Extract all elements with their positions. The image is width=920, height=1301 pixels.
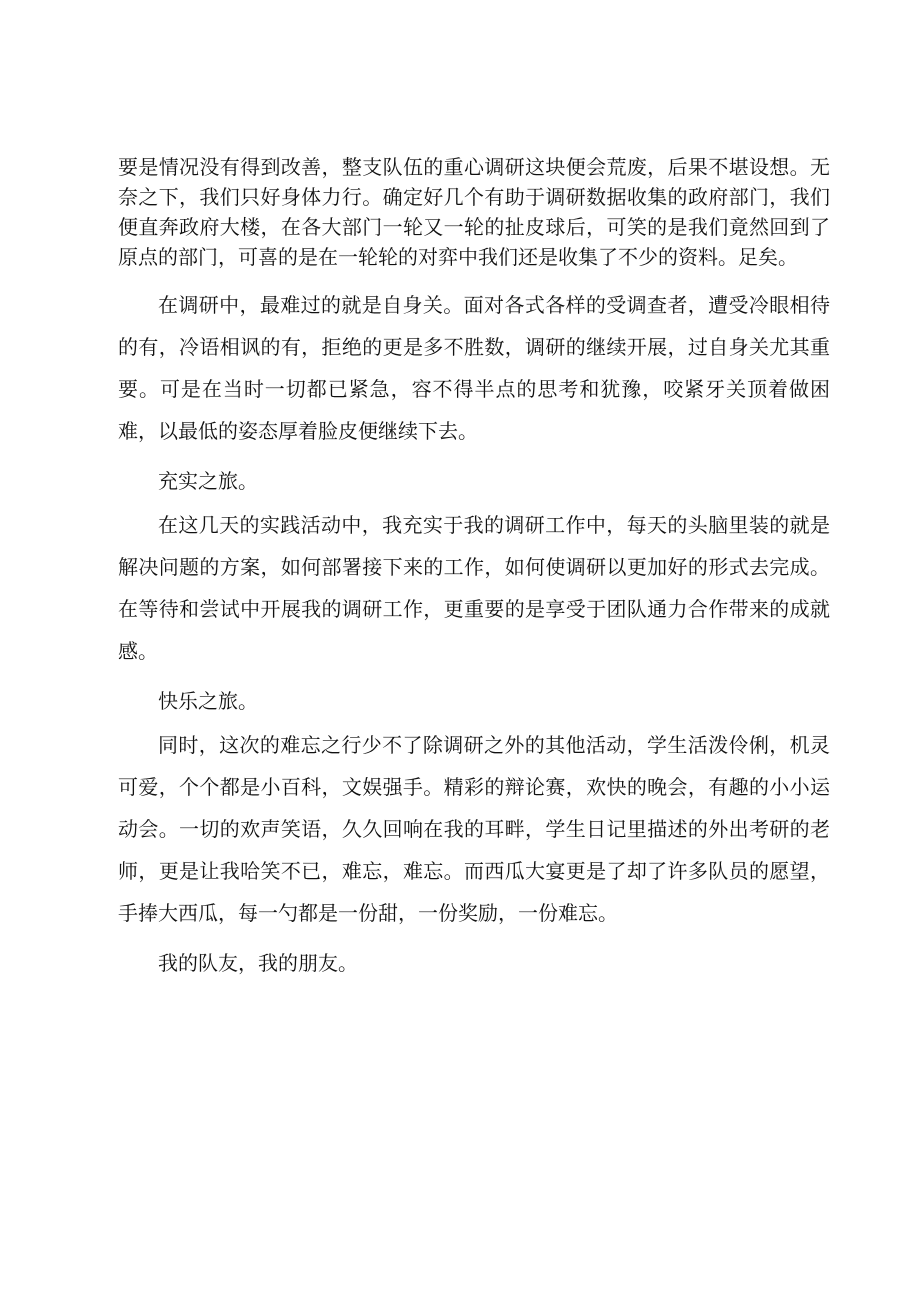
section-heading-fulfilling-journey: 充实之旅。 bbox=[158, 469, 258, 493]
paragraph-self-challenge: 在调研中，最难过的就是自身关。面对各式各样的受调查者，遭受冷眼相待的有，冷语相讽的有，拒绝的更是多不胜数，调研的继续开展，过自身关尤其重要。可是在当时一切都已紧急，容不得半点的思考和犹豫，咬紧牙关顶着做困难，以最低的姿态厚着脸皮便继续下去。 bbox=[118, 293, 830, 443]
section-heading-teammates-friends: 我的队友，我的朋友。 bbox=[158, 951, 358, 975]
paragraph-happy-journey: 同时，这次的难忘之行少不了除调研之外的其他活动，学生活泼伶俐，机灵可爱，个个都是小百科，文娱强手。精彩的辩论赛，欢快的晚会，有趣的小小运动会。一切的欢声笑语，久久回响在我的耳畔，学生日记里描述的外出考研的老师，更是让我哈笑不已，难忘，难忘。而西瓜大宴更是了却了许多队员的愿望，手捧大西瓜，每一勺都是一份甜，一份奖励，一份难忘。 bbox=[118, 733, 830, 925]
section-heading-happy-journey: 快乐之旅。 bbox=[158, 689, 258, 713]
paragraph-research-setback: 要是情况没有得到改善，整支队伍的重心调研这块便会荒废，后果不堪设想。无奈之下，我们只好身体力行。确定好几个有助于调研数据收集的政府部门，我们便直奔政府大楼，在各大部门一轮又一轮的扯皮球后，可笑的是我们竟然回到了原点的部门，可喜的是在一轮轮的对弈中我们还是收集了不少的资料。足矣。 bbox=[118, 155, 830, 269]
document-body bbox=[118, 152, 830, 986]
paragraph-fulfilling-journey: 在这几天的实践活动中，我充实于我的调研工作中，每天的头脑里装的就是解决问题的方案，如何部署接下来的工作，如何使调研以更加好的形式去完成。在等待和尝试中开展我的调研工作，更重要的是享受于团队通力合作带来的成就感。 bbox=[118, 513, 830, 663]
